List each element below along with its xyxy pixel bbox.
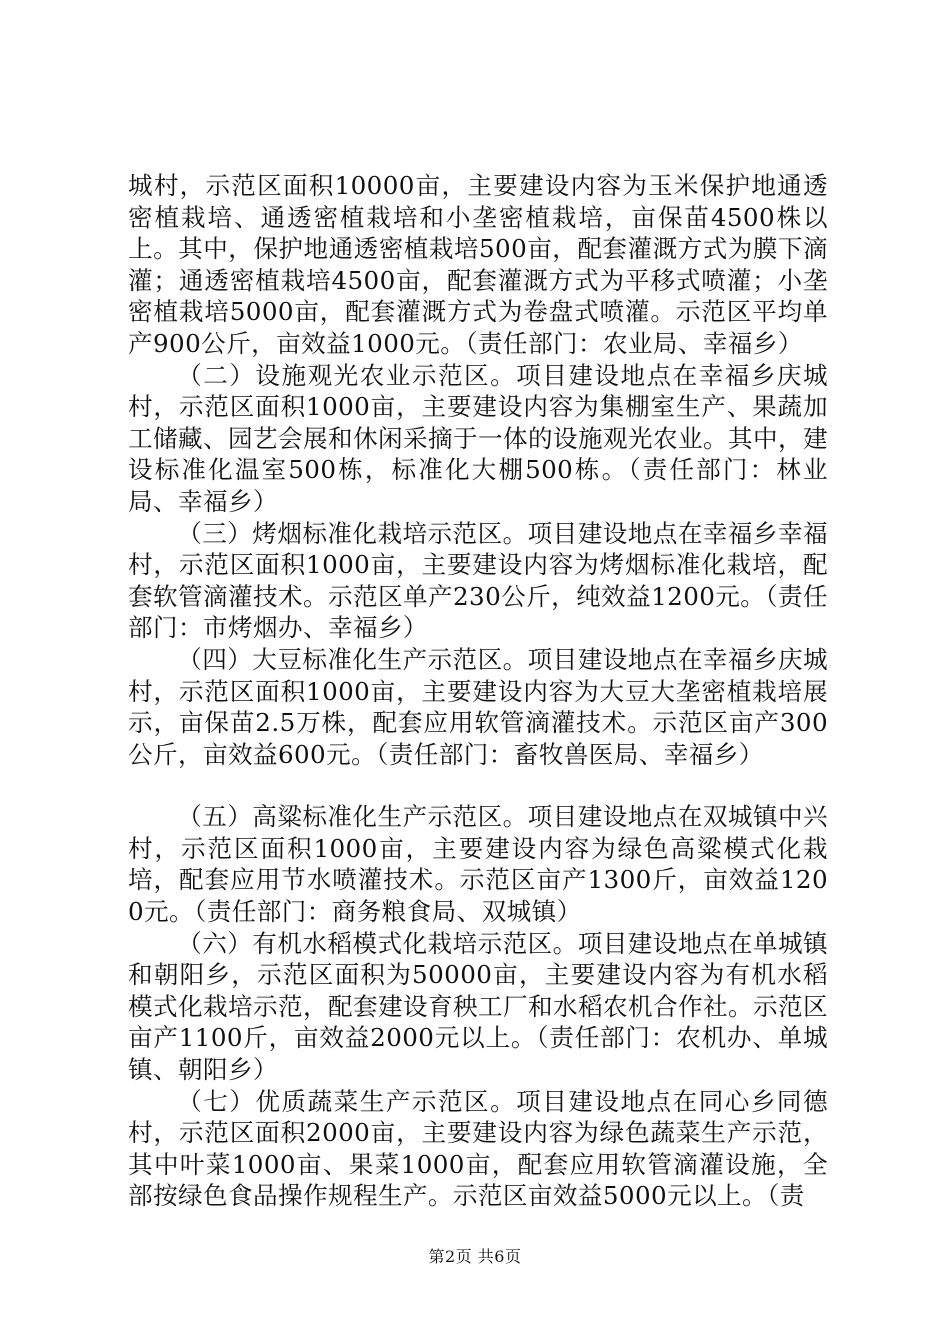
paragraph-section-5: （五）高粱标准化生产示范区。项目建设地点在双城镇中兴村，示范区面积1000亩，主要建设内容为绿色高粱模式化栽培，配套应用节水喷灌技术。示范区亩产1300斤，亩效益1200元。（责任部门：商务粮食局、双城镇） [128,802,828,927]
page-footer [0,1244,950,1267]
paragraph-section-2: （二）设施观光农业示范区。项目建设地点在幸福乡庆城村，示范区面积1000亩，主要建设内容为集棚室生产、果蔬加工储藏、园艺会展和休闲采摘于一体的设施观光农业。其中，建设标准化温室500栋，标准化大棚500栋。（责任部门：林业局、幸福乡） [128,360,828,516]
paragraph-section-7: （七）优质蔬菜生产示范区。项目建设地点在同心乡同德村，示范区面积2000亩，主要建设内容为绿色蔬菜生产示范，其中叶菜1000亩、果菜1000亩，配套应用软管滴灌设施，全部按绿色食品操作规程生产。示范区亩效益5000元以上。（责 [128,1086,828,1211]
paragraph-continued: 城村，示范区面积10000亩，主要建设内容为玉米保护地通透密植栽培、通透密植栽培和小垄密植栽培，亩保苗4500株以上。其中，保护地通透密植栽培500亩，配套灌溉方式为膜下滴灌；通透密植栽培4500亩，配套灌溉方式为平移式喷灌；小垄密植栽培5000亩，配套灌溉方式为卷盘式喷灌。示范区平均单产900公斤，亩效益1000元。（责任部门：农业局、幸福乡） [128,171,828,358]
paragraph-section-4: （四）大豆标准化生产示范区。项目建设地点在幸福乡庆城村，示范区面积1000亩，主要建设内容为大豆大垄密植栽培展示，亩保苗2.5万株，配套应用软管滴灌技术。示范区亩产300公斤，亩效益600元。（责任部门：畜牧兽医局、幸福乡） [128,644,828,769]
document-body [128,170,828,1212]
paragraph-section-6: （六）有机水稻模式化栽培示范区。项目建设地点在单城镇和朝阳乡，示范区面积为50000亩，主要建设内容为有机水稻模式化栽培示范，配套建设育秧工厂和水稻农机合作社。示范区亩产1100斤，亩效益2000元以上。（责任部门：农机办、单城镇、朝阳乡） [128,928,828,1085]
paragraph-section-3: （三）烤烟标准化栽培示范区。项目建设地点在幸福乡幸福村，示范区面积1000亩，主要建设内容为烤烟标准化栽培，配套软管滴灌技术。示范区单产230公斤，纯效益1200元。（责任部门：市烤烟办、幸福乡） [128,518,828,643]
page-number: 第2页 共6页 [428,1247,522,1266]
